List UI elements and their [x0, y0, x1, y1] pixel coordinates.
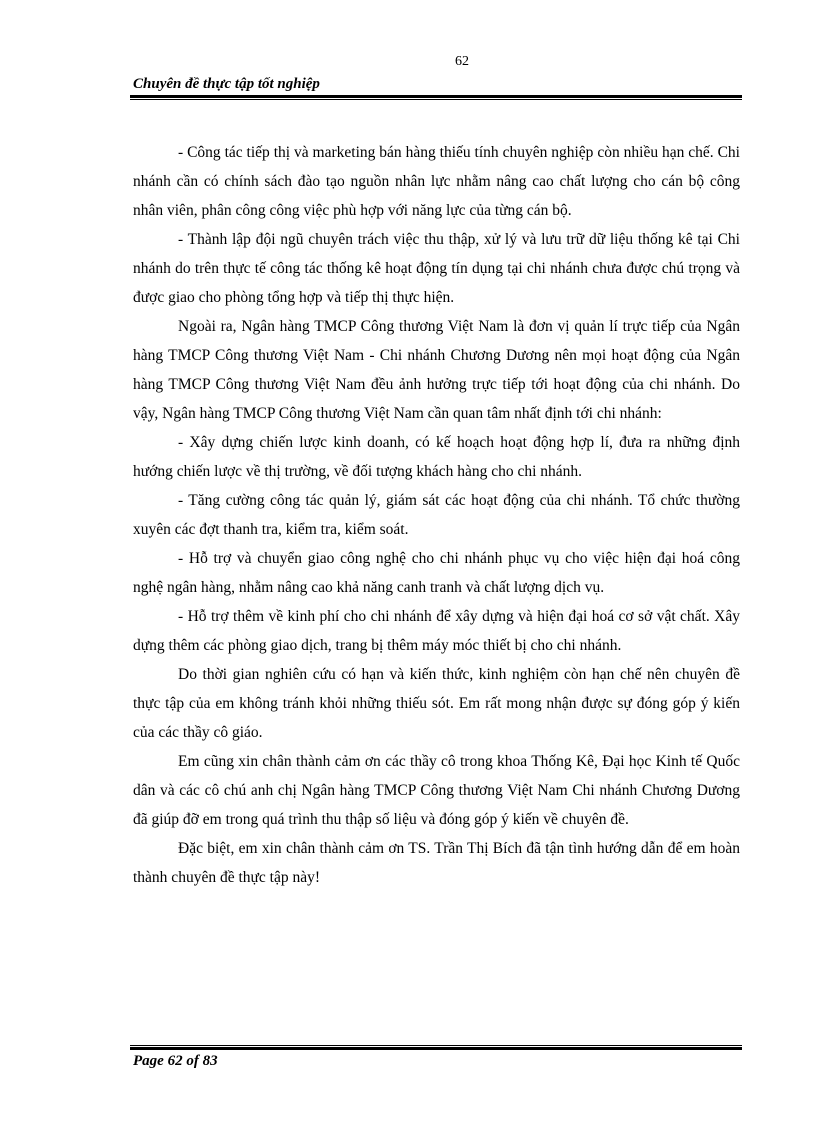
paragraph-funding: - Hỗ trợ thêm về kinh phí cho chi nhánh để xây dựng và hiện đại hoá cơ sở vật chất. Xây dựng thêm các phòng giao dịch, trang bị thêm máy móc thiết bị cho chi nhánh.	[133, 608, 740, 654]
paragraph-special-thanks: Đặc biệt, em xin chân thành cảm ơn TS. Trần Thị Bích đã tận tình hướng dẫn để em hoàn thành chuyên đề thực tập này!	[133, 840, 740, 886]
footer-rule-thick	[130, 1047, 742, 1050]
paragraph-strategy: - Xây dựng chiến lược kinh doanh, có kế hoạch hoạt động hợp lí, đưa ra những định hướng chiến lược về thị trường, về đối tượng khách hàng cho chi nhánh.	[133, 434, 740, 480]
footer-page-label: Page 62 of 83	[133, 1053, 218, 1069]
header-rule-thick	[130, 95, 742, 98]
header-title: Chuyên đề thực tập tốt nghiệp	[133, 76, 320, 92]
paragraph-head-office: Ngoài ra, Ngân hàng TMCP Công thương Việt Nam là đơn vị quản lí trực tiếp của Ngân hàng TMCP Công thương Việt Nam - Chi nhánh Chương Dương nên mọi hoạt động của Ngân hàng TMCP Công thương Việt Nam đều ảnh hưởng trực tiếp tới hoạt động của chi nhánh. Do vậy, Ngân hàng TMCP Công thương Việt Nam cần quan tâm nhất định tới chi nhánh:	[133, 318, 740, 422]
header-rule-thin	[130, 99, 742, 100]
paragraph-statistics-team: - Thành lập đội ngũ chuyên trách việc thu thập, xử lý và lưu trữ dữ liệu thống kê tại Chi nhánh do trên thực tế công tác thống kê hoạt động tín dụng tại chi nhánh chưa được chú trọng và được giao cho phòng tổng hợp và tiếp thị thực hiện.	[133, 231, 740, 306]
page-number: 62	[455, 54, 469, 69]
paragraph-marketing: - Công tác tiếp thị và marketing bán hàng thiếu tính chuyên nghiệp còn nhiều hạn chế. Chi nhánh cần có chính sách đào tạo nguồn nhân lực nhằm nâng cao chất lượng cho cán bộ công nhân viên, phân công công việc phù hợp với năng lực của từng cán bộ.	[133, 144, 740, 219]
footer-rule-thin	[130, 1045, 742, 1046]
paragraph-supervision: - Tăng cường công tác quản lý, giám sát các hoạt động của chi nhánh. Tổ chức thường xuyên các đợt thanh tra, kiểm tra, kiểm soát.	[133, 492, 740, 538]
paragraph-limitations: Do thời gian nghiên cứu có hạn và kiến thức, kinh nghiệm còn hạn chế nên chuyên đề thực tập của em không tránh khỏi những thiếu sót. Em rất mong nhận được sự đóng góp ý kiến của các thầy cô giáo.	[133, 666, 740, 741]
paragraph-thanks: Em cũng xin chân thành cảm ơn các thầy cô trong khoa Thống Kê, Đại học Kinh tế Quốc dân và các cô chú anh chị Ngân hàng TMCP Công thương Việt Nam Chi nhánh Chương Dương đã giúp đỡ em trong quá trình thu thập số liệu và đóng góp ý kiến về chuyên đề.	[133, 753, 740, 828]
document-body	[133, 138, 740, 892]
paragraph-technology: - Hỗ trợ và chuyển giao công nghệ cho chi nhánh phục vụ cho việc hiện đại hoá công nghệ ngân hàng, nhằm nâng cao khả năng canh tranh và chất lượng dịch vụ.	[133, 550, 740, 596]
